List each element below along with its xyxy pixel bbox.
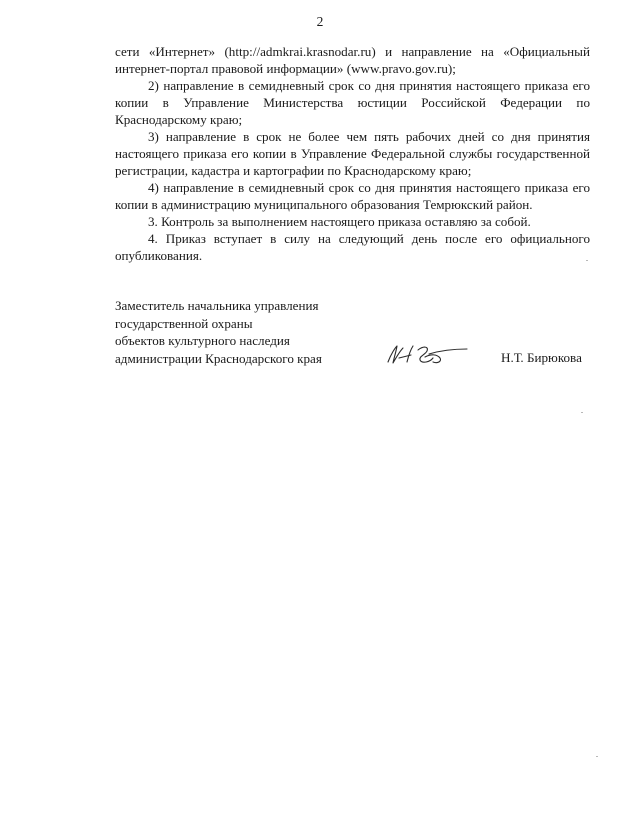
page-number: 2	[316, 14, 324, 29]
paragraph-rosreestr: 3) направление в срок не более чем пять рабочих дней со дня принятия настоящего приказа его копии в Управление Федеральной службы государственной регистрации, кадастра и картографии по Краснодарскому краю;	[115, 129, 590, 178]
paragraph-internet-publication: сети «Интернет» (http://admkrai.krasnodar.ru) и направление на «Официальный интернет-портал правовой информации» (www.pravo.gov.ru);	[115, 44, 590, 76]
signatory-title-line: администрации Краснодарского края	[115, 350, 322, 366]
signatory-title-line: Заместитель начальника управления	[115, 298, 319, 313]
paragraph-control-clause: 3. Контроль за выполнением настоящего приказа оставляю за собой.	[148, 214, 531, 229]
paragraph-entry-into-force: 4. Приказ вступает в силу на следующий день после его официального опубликования.	[115, 231, 590, 263]
signatory-title-line: государственной охраны	[115, 315, 253, 331]
scan-speck	[586, 260, 588, 261]
paragraph-temryuk-administration: 4) направление в семидневный срок со дня принятия настоящего приказа его копии в администрацию муниципального образования Темрюкский район.	[115, 180, 590, 212]
handwritten-signature	[385, 340, 475, 368]
paragraph-ministry-of-justice: 2) направление в семидневный срок со дня принятия настоящего приказа его копии в Управление Министерства юстиции Российской Федерации по Краснодарскому краю;	[115, 78, 590, 127]
signature-block	[115, 297, 595, 369]
signatory-name: Н.Т. Бирюкова	[501, 350, 582, 365]
scan-speck	[596, 756, 598, 757]
order-body-text	[115, 43, 590, 264]
signatory-title-line: объектов культурного наследия	[115, 333, 290, 348]
scan-speck	[581, 412, 583, 413]
